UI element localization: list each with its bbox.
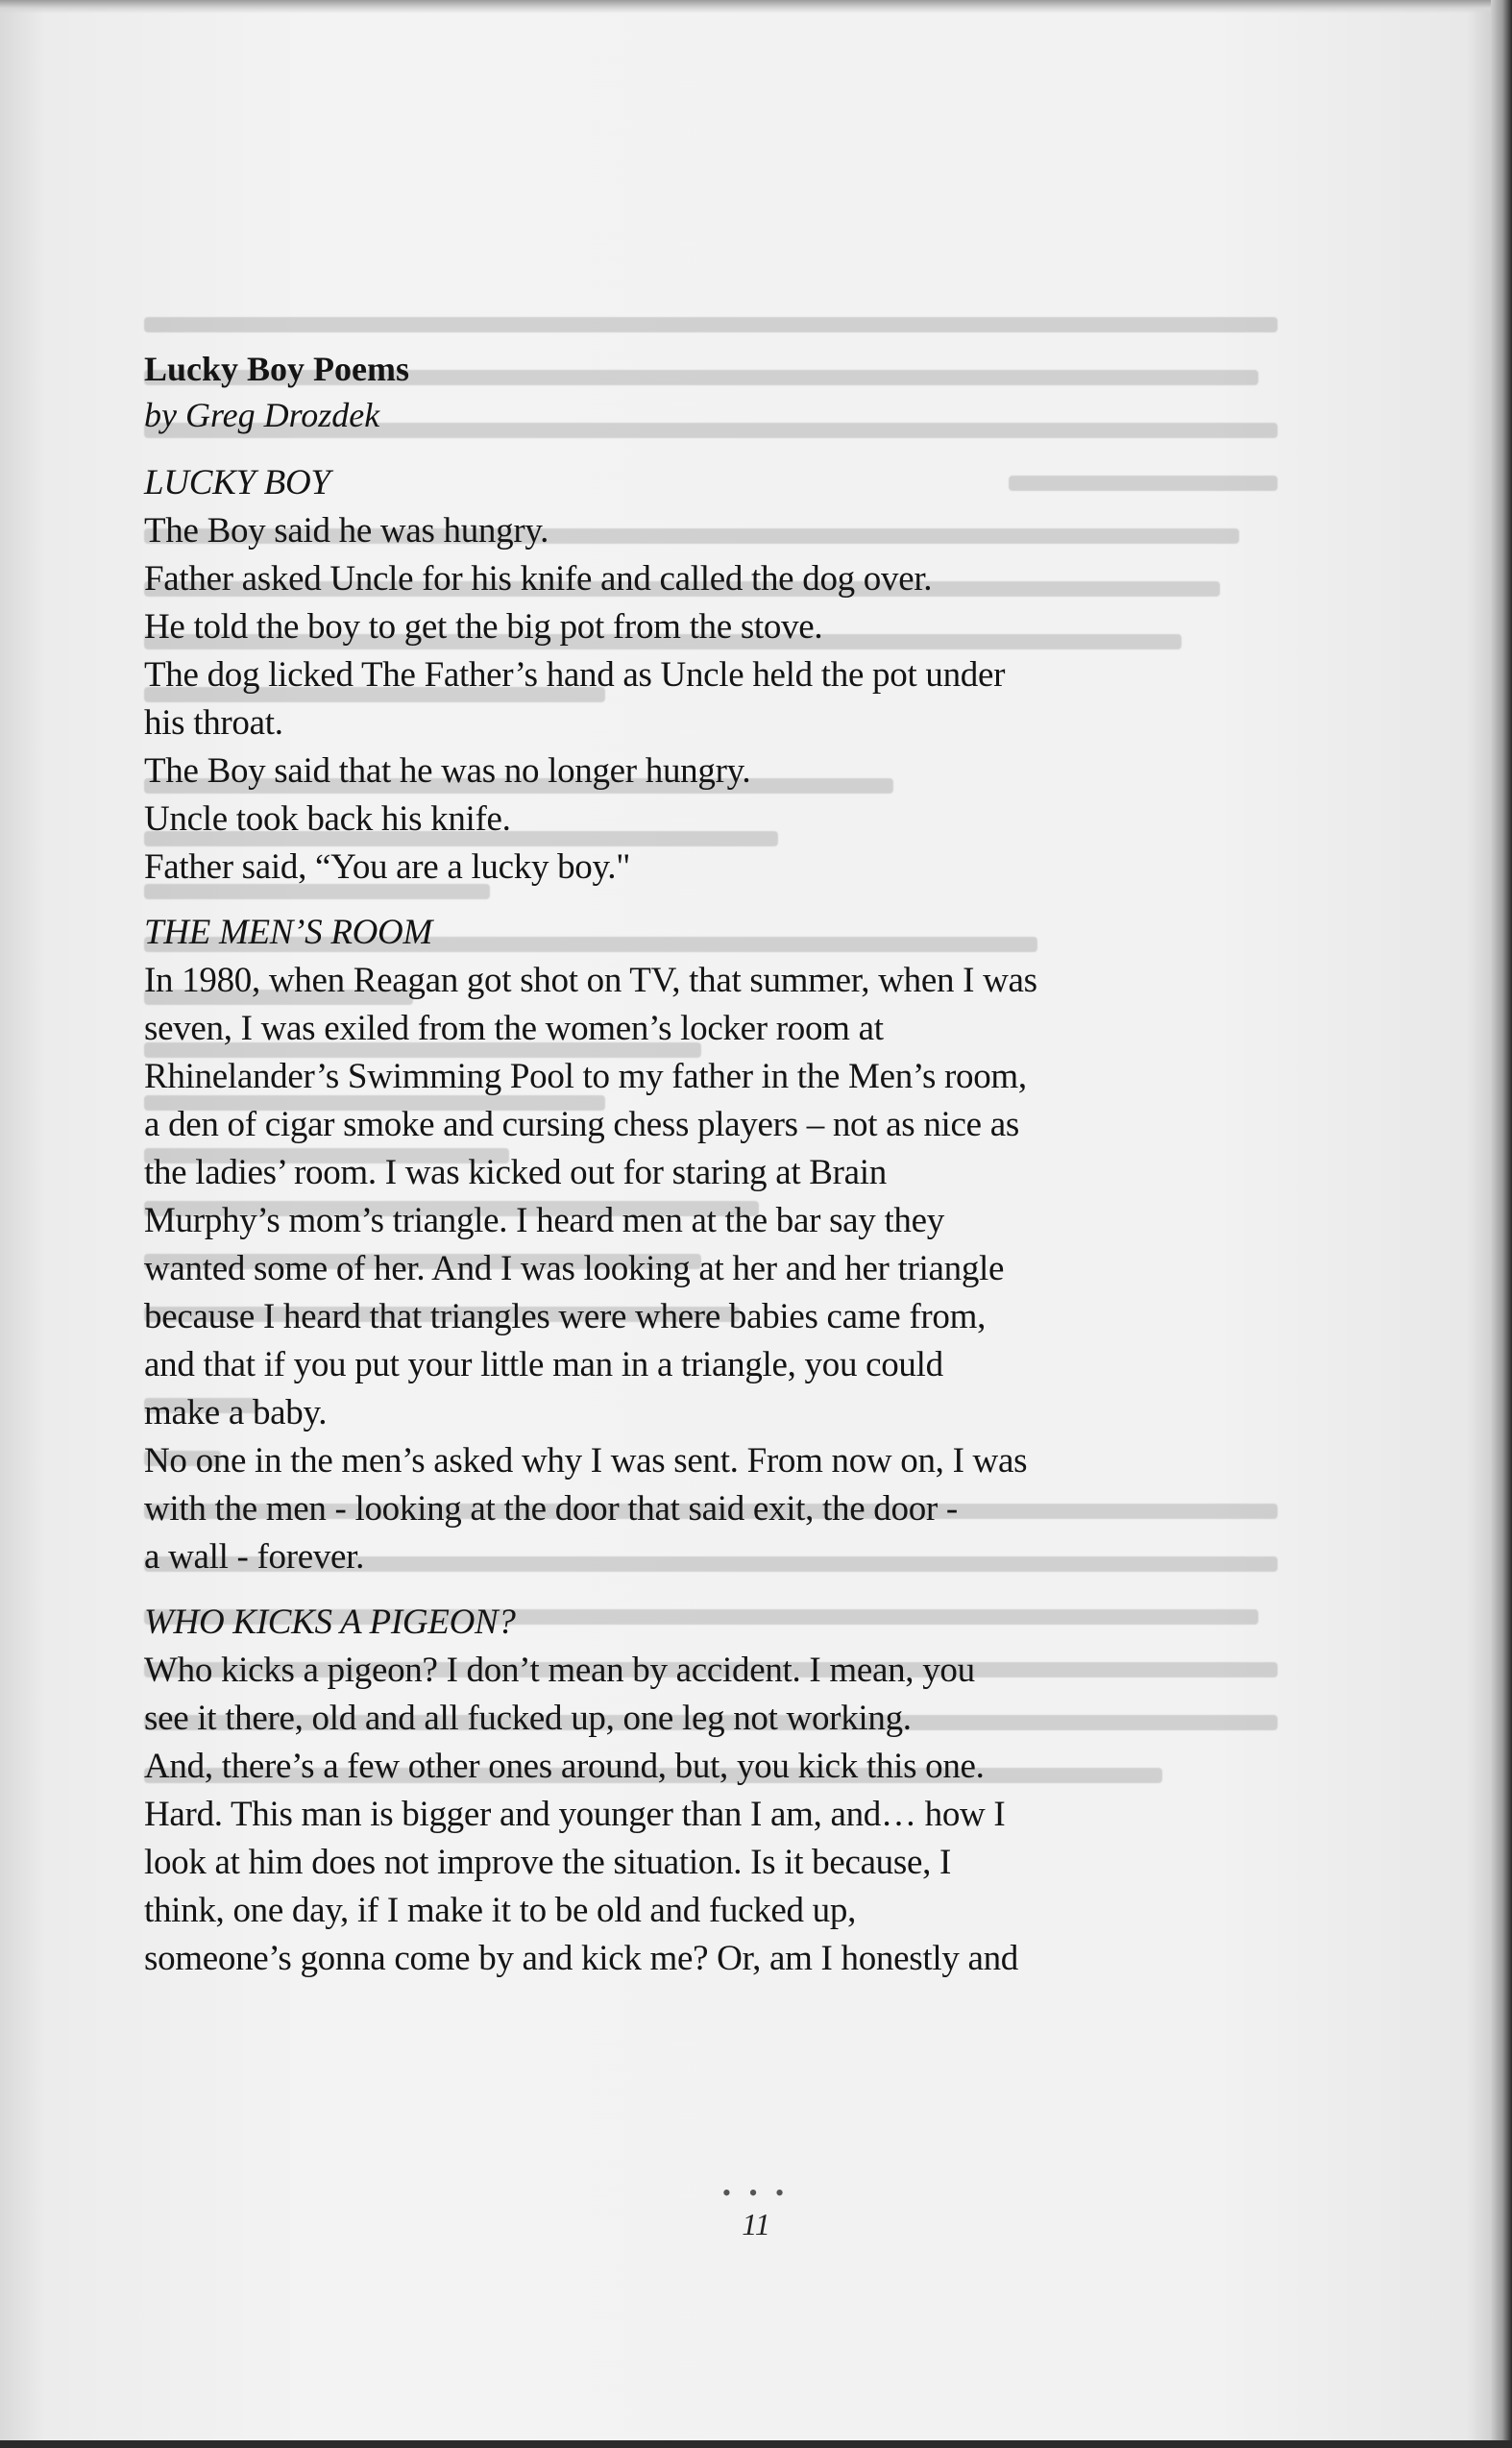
ornament-dots: • • • bbox=[721, 2179, 791, 2207]
poem-line: someone’s gonna come by and kick me? Or, am I honestly and bbox=[144, 1939, 1018, 1978]
collection-title: Lucky Boy Poems bbox=[144, 350, 410, 388]
poem-title: LUCKY BOY bbox=[144, 463, 330, 502]
poem-line: wanted some of her. And I was looking at her and her triangle bbox=[144, 1249, 1005, 1288]
poem-line: with the men - looking at the door that said exit, the door - bbox=[144, 1489, 958, 1529]
poem-title: THE MEN’S ROOM bbox=[144, 913, 432, 952]
poem-line: Rhinelander’s Swimming Pool to my father in the Men’s room, bbox=[144, 1057, 1027, 1096]
poem-line: Father said, “You are a lucky boy." bbox=[144, 847, 631, 887]
poem-line: and that if you put your little man in a triangle, you could bbox=[144, 1345, 943, 1384]
poem-line: a wall - forever. bbox=[144, 1537, 365, 1577]
poem-line: Father asked Uncle for his knife and called the dog over. bbox=[144, 559, 933, 599]
poem-line: Who kicks a pigeon? I don’t mean by accident. I mean, you bbox=[144, 1651, 975, 1690]
poem-line: Hard. This man is bigger and younger than I am, and… how I bbox=[144, 1795, 1006, 1834]
page-content bbox=[144, 346, 1278, 2000]
poem-line: his throat. bbox=[144, 703, 283, 743]
page-footer bbox=[0, 2181, 1512, 2242]
poem-line: And, there’s a few other ones around, but, you kick this one. bbox=[144, 1747, 985, 1786]
poem-line: He told the boy to get the big pot from the stove. bbox=[144, 607, 823, 647]
author-byline: by Greg Drozdek bbox=[144, 396, 380, 434]
poem-line: The Boy said he was hungry. bbox=[144, 511, 549, 551]
poem-title: WHO KICKS A PIGEON? bbox=[144, 1603, 516, 1642]
poem-lucky-boy bbox=[144, 459, 1278, 892]
poem-line: see it there, old and all fucked up, one leg not working. bbox=[144, 1699, 912, 1738]
poem-line: In 1980, when Reagan got shot on TV, that summer, when I was bbox=[144, 961, 1037, 1000]
poem-line: The Boy said that he was no longer hungry. bbox=[144, 751, 751, 791]
poem-line: think, one day, if I make it to be old and fucked up, bbox=[144, 1891, 857, 1930]
page-bottom-edge bbox=[0, 2440, 1512, 2448]
page-number: 11 bbox=[742, 2207, 770, 2241]
poem-line: seven, I was exiled from the women’s locker room at bbox=[144, 1009, 884, 1048]
poem-line: make a baby. bbox=[144, 1393, 328, 1432]
poem-line: the ladies’ room. I was kicked out for staring at Brain bbox=[144, 1153, 887, 1192]
poem-line: a den of cigar smoke and cursing chess players – not as nice as bbox=[144, 1105, 1019, 1144]
poem-line: because I heard that triangles were where babies came from, bbox=[144, 1297, 987, 1336]
poem-line: No one in the men’s asked why I was sent. From now on, I was bbox=[144, 1441, 1028, 1481]
poem-line: Murphy’s mom’s triangle. I heard men at the bar say they bbox=[144, 1201, 944, 1240]
poem-who-kicks-a-pigeon bbox=[144, 1599, 1278, 1983]
page-right-edge bbox=[1491, 0, 1512, 2448]
poem-line: look at him does not improve the situation. Is it because, I bbox=[144, 1843, 952, 1882]
poem-line: The dog licked The Father’s hand as Uncle held the pot under bbox=[144, 655, 1006, 695]
poem-line: Uncle took back his knife. bbox=[144, 799, 511, 839]
poem-the-mens-room bbox=[144, 909, 1278, 1581]
page-top-edge bbox=[0, 0, 1512, 13]
